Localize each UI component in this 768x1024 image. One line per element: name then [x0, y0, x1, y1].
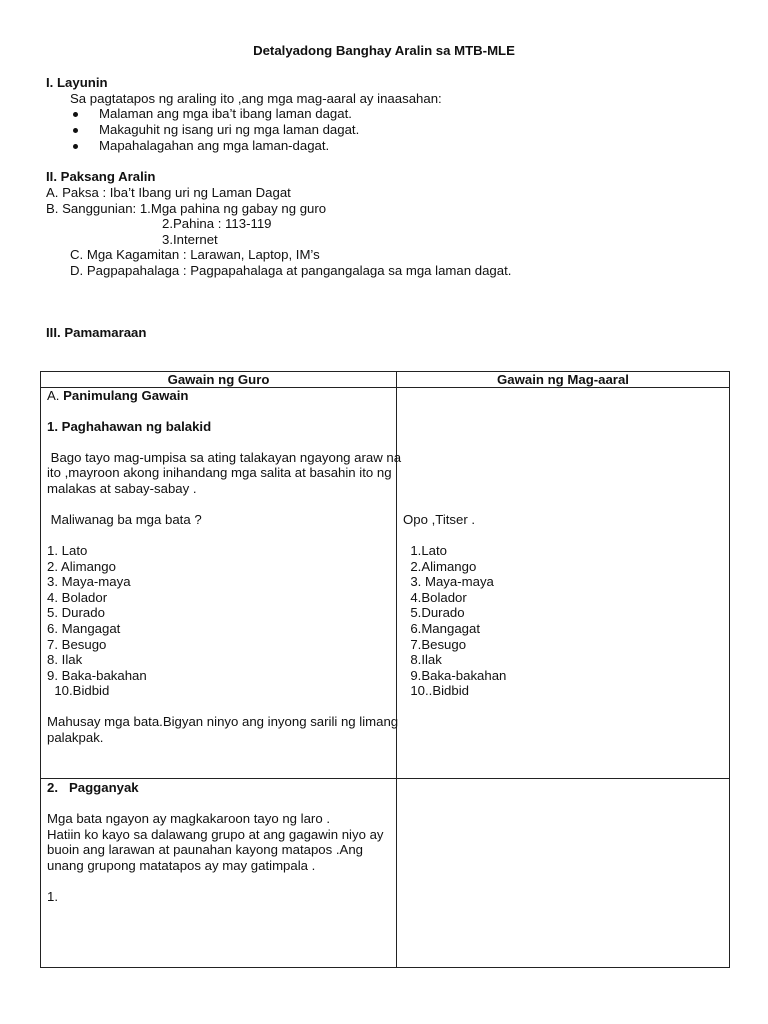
layunin-bullet: Mapahalagahan ang mga laman-dagat. — [99, 138, 330, 153]
list-item: 3. Maya-maya — [47, 574, 131, 589]
section-heading-paksang-aralin: II. Paksang Aralin — [46, 169, 156, 184]
section-heading-pamamaraan: III. Pamamaraan — [46, 325, 147, 340]
list-item: 6. Mangagat — [47, 621, 121, 636]
list-item: 10..Bidbid — [403, 683, 469, 698]
document-title: Detalyadong Banghay Aralin sa MTB-MLE — [253, 43, 515, 58]
paragraph-line: Mahusay mga bata.Bigyan ninyo ang inyong sarili ng limang — [47, 714, 399, 729]
paragraph-line: malakas at sabay-sabay . — [47, 481, 197, 496]
list-item: 8.Ilak — [403, 652, 442, 667]
mag-aaral-cell — [397, 779, 730, 968]
table-header-row — [41, 372, 730, 388]
answer-line: Opo ,Titser . — [403, 512, 476, 527]
list-item: 5. Durado — [47, 605, 105, 620]
list-item: 1. — [47, 889, 58, 904]
bullet-icon — [73, 128, 78, 133]
sanggunian-line: B. Sanggunian: 1.Mga pahina ng gabay ng guro — [46, 201, 327, 216]
sub-heading: 2. Pagganyak — [47, 780, 139, 795]
lesson-plan-table — [40, 371, 730, 968]
list-item: 3. Maya-maya — [403, 574, 494, 589]
list-item: 10.Bidbid — [47, 683, 110, 698]
bullet-icon — [73, 112, 78, 117]
layunin-bullet: Malaman ang mga iba’t ibang laman dagat. — [99, 106, 352, 121]
sub-heading: 1. Paghahawan ng balakid — [47, 419, 212, 434]
column-header-guro: Gawain ng Guro — [41, 372, 397, 388]
paragraph-line: Hatiin ko kayo sa dalawang grupo at ang gagawin niyo ay — [47, 827, 384, 842]
list-item: 2. Alimango — [47, 559, 116, 574]
list-item: 6.Mangagat — [403, 621, 480, 636]
paragraph-line: Bago tayo mag-umpisa sa ating talakayan ngayong araw na — [47, 450, 402, 465]
paragraph-line: ito ,mayroon akong inihandang mga salita at basahin ito ng — [47, 465, 392, 480]
sanggunian-line: 3.Internet — [162, 232, 218, 247]
list-item: 4. Bolador — [47, 590, 108, 605]
sanggunian-line: 2.Pahina : 113-119 — [162, 216, 272, 231]
layunin-intro: Sa pagtatapos ng araling ito ,ang mga mag-aaral ay inaasahan: — [70, 91, 442, 106]
mag-aaral-cell — [397, 388, 730, 779]
guro-cell — [41, 779, 397, 968]
guro-cell — [41, 388, 402, 779]
bullet-icon — [73, 144, 78, 149]
list-item: 8. Ilak — [47, 652, 83, 667]
paragraph-line: buoin ang larawan at paunahan kayong matapos .Ang — [47, 842, 364, 857]
list-item: 1.Lato — [403, 543, 447, 558]
paragraph-line: palakpak. — [47, 730, 104, 745]
kagamitan-line: C. Mga Kagamitan : Larawan, Laptop, IM’s — [70, 247, 320, 262]
list-item: 2.Alimango — [403, 559, 477, 574]
list-item: 1. Lato — [47, 543, 88, 558]
list-item: 4.Bolador — [403, 590, 467, 605]
section-label — [47, 388, 188, 404]
list-item: 7.Besugo — [403, 637, 467, 652]
section-heading-layunin: I. Layunin — [46, 75, 108, 90]
section-prefix: A. — [47, 388, 64, 403]
table-row — [41, 388, 730, 779]
paragraph-line: Mga bata ngayon ay magkakaroon tayo ng laro . — [47, 811, 330, 826]
section-title: Panimulang Gawain — [63, 388, 189, 403]
list-item: 7. Besugo — [47, 637, 107, 652]
question-line: Maliwanag ba mga bata ? — [47, 512, 202, 527]
list-item: 5.Durado — [403, 605, 465, 620]
pagpapahalaga-line: D. Pagpapahalaga : Pagpapahalaga at pangangalaga sa mga laman dagat. — [70, 263, 512, 278]
paragraph-line: unang grupong matatapos ay may gatimpala . — [47, 858, 316, 873]
layunin-bullet: Makaguhit ng isang uri ng mga laman dagat. — [99, 122, 360, 137]
list-item: 9. Baka-bakahan — [47, 668, 147, 683]
list-item: 9.Baka-bakahan — [403, 668, 507, 683]
table-row — [41, 779, 730, 968]
paksa-line: A. Paksa : Iba’t Ibang uri ng Laman Dagat — [46, 185, 291, 200]
column-header-mag-aaral: Gawain ng Mag-aaral — [397, 372, 730, 388]
